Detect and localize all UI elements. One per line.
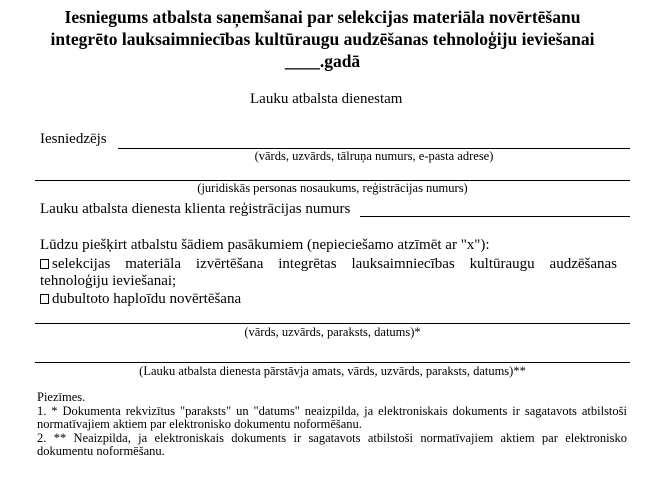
option-2-checkbox[interactable]	[40, 294, 49, 304]
notes-heading: Piezīmes.	[37, 390, 86, 404]
legal-entity-caption: (juridiskās personas nosaukums, reģistrācijas numurs)	[197, 181, 468, 195]
notes	[37, 391, 627, 459]
option-1-line-2: tehnoloģiju ieviešanai;	[40, 273, 177, 289]
title-line-1: Iesniegums atbalsta saņemšanai par selekcijas materiāla novērtēšanu	[64, 7, 581, 27]
applicant-label: Iesniedzējs	[40, 131, 107, 147]
applicant-caption: (vārds, uzvārds, tālruņa numurs, e-pasta adrese)	[254, 149, 494, 163]
client-reg-label: Lauku atbalsta dienesta klienta reģistrācijas numurs	[40, 201, 351, 217]
recipient: Lauku atbalsta dienestam	[250, 91, 403, 107]
note-2-line-2: dokumentu noformēšanu.	[37, 444, 165, 458]
signature-caption: (vārds, uzvārds, paraksts, datums)*	[244, 325, 421, 339]
note-1-line-1: 1. * Dokumenta rekvizītus "paraksts" un "datums" neaizpilda, ja elektroniskais dokuments ir sagatavots atbilstoši	[37, 403, 627, 418]
note-2-line-1: 2. ** Neaizpilda, ja elektroniskais dokuments ir sagatavots atbilstoši normatīvajiem aktiem par elektronisko	[37, 430, 627, 445]
signature-input-line[interactable]	[35, 323, 630, 324]
request-intro: Lūdzu piešķirt atbalstu šādiem pasākumiem (nepieciešamo atzīmēt ar "x"):	[40, 237, 490, 253]
note-1-line-2: normatīvajiem aktiem par elektronisko dokumentu noformēšanu.	[37, 417, 362, 431]
title-line-2: integrēto lauksaimniecības kultūraugu audzēšanas tehnoloģiju ieviešanai	[50, 29, 595, 49]
option-1-line-1	[40, 256, 617, 273]
client-reg-input-line[interactable]	[360, 216, 630, 217]
official-caption: (Lauku atbalsta dienesta pārstāvja amats, vārds, uzvārds, paraksts, datums)**	[139, 364, 526, 378]
option-2-label: dubultoto haploīdu novērtēšana	[52, 291, 242, 307]
title-line-3: ____.gadā	[284, 51, 361, 71]
option-1-label: selekcijas materiāla izvērtēšana integrētas lauksaimniecības kultūraugu audzēšanas	[52, 256, 617, 272]
option-1-checkbox[interactable]	[40, 259, 49, 269]
option-2	[40, 291, 241, 308]
official-input-line[interactable]	[35, 362, 630, 363]
